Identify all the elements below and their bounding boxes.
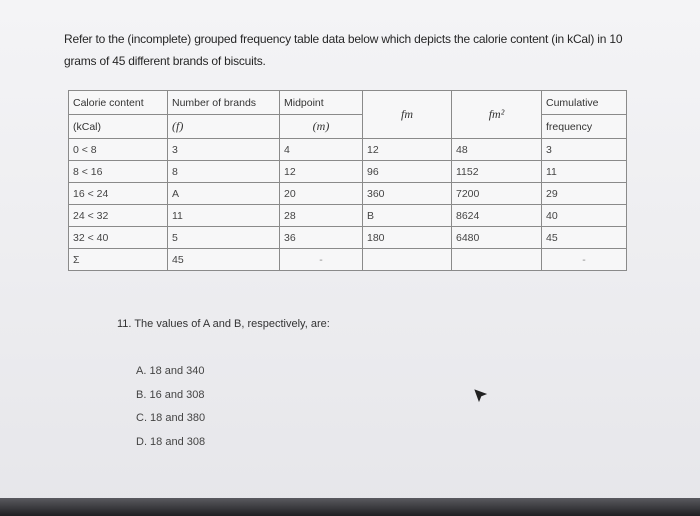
table-cell: 3	[168, 139, 280, 161]
table-cell: 48	[452, 139, 542, 161]
table-cell: 6480	[452, 227, 542, 249]
table-cell: 28	[280, 205, 363, 227]
table-row	[69, 205, 627, 227]
header-cell: (kCal)	[69, 115, 168, 139]
option-c[interactable]: C. 18 and 380	[136, 412, 206, 424]
table-cell	[363, 249, 452, 271]
header-cell: fm	[363, 91, 452, 139]
frequency-table	[68, 90, 627, 271]
table-cell: 32 < 40	[69, 227, 168, 249]
table-row	[69, 183, 627, 205]
header-cell: Midpoint	[280, 91, 363, 115]
header-cell: Number of brands	[168, 91, 280, 115]
header-cell: (m)	[280, 115, 363, 139]
table-row	[69, 139, 627, 161]
table-row	[69, 161, 627, 183]
table-header-row	[69, 91, 627, 115]
table-cell: 36	[280, 227, 363, 249]
table-cell: 4	[280, 139, 363, 161]
table-cell: 45	[168, 249, 280, 271]
table-cell: 12	[280, 161, 363, 183]
table-cell: 7200	[452, 183, 542, 205]
intro-text: Refer to the (incomplete) grouped frequency table data below which depicts the calorie content (in kCal) in 10 grams of 45 different brands of biscuits.	[64, 32, 623, 68]
table-cell: A	[168, 183, 280, 205]
table-cell: -	[542, 249, 627, 271]
table-cell: 11	[542, 161, 627, 183]
table-cell: 24 < 32	[69, 205, 168, 227]
option-d[interactable]: D. 18 and 308	[136, 435, 206, 448]
header-cell: frequency	[542, 115, 627, 139]
table-cell: 29	[542, 183, 627, 205]
table-cell: B	[363, 205, 452, 227]
table-cell: 0 < 8	[69, 139, 168, 161]
monitor-bezel	[0, 498, 700, 516]
table-cell: 8624	[452, 205, 542, 227]
header-cell: Calorie content	[69, 91, 168, 115]
table-cell: 8 < 16	[69, 161, 168, 183]
header-cell: (f)	[168, 115, 280, 139]
table-cell: 11	[168, 205, 280, 227]
option-a[interactable]: A. 18 and 340	[136, 365, 205, 377]
header-cell: fm²	[452, 91, 542, 139]
answer-options	[136, 360, 205, 454]
table-cell: 8	[168, 161, 280, 183]
table-header-row	[69, 115, 627, 139]
table-cell: 180	[363, 227, 452, 249]
table-cell: Σ	[69, 249, 168, 271]
header-cell: Cumulative	[542, 91, 627, 115]
question-text: 11. The values of A and B, respectively, are:	[117, 318, 330, 330]
mouse-pointer-icon	[474, 389, 488, 403]
table-cell	[452, 249, 542, 271]
table-cell: 5	[168, 227, 280, 249]
table-cell: 40	[542, 205, 627, 227]
table-row	[69, 227, 627, 249]
table-row-totals	[69, 249, 627, 271]
table-cell: 360	[363, 183, 452, 205]
table-cell: 96	[363, 161, 452, 183]
table-cell: 3	[542, 139, 627, 161]
table-cell: -	[280, 249, 363, 271]
table-cell: 45	[542, 227, 627, 249]
option-b[interactable]: B. 16 and 308	[136, 388, 205, 401]
table-cell: 12	[363, 139, 452, 161]
table-cell: 16 < 24	[69, 183, 168, 205]
table-cell: 1152	[452, 161, 542, 183]
table-cell: 20	[280, 183, 363, 205]
